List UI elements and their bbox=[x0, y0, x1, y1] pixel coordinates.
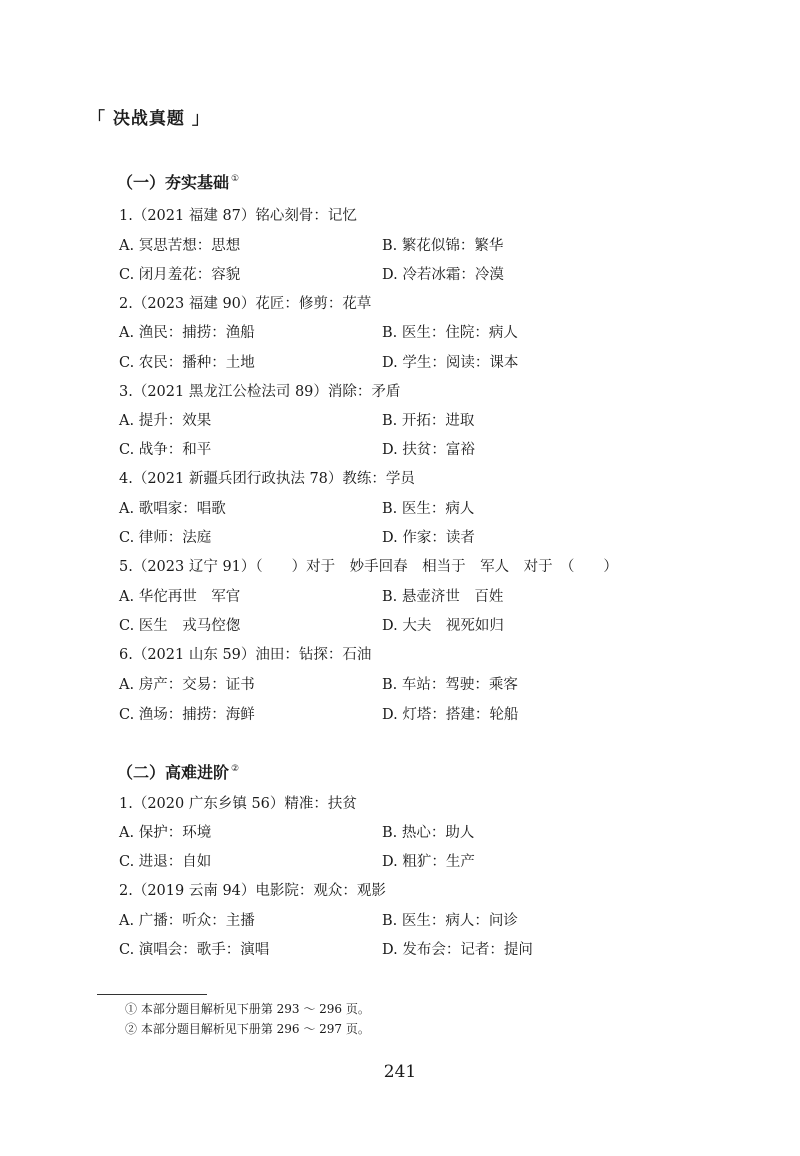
section-banner: 「 决战真题 」 bbox=[88, 109, 210, 129]
question-stem: 5.（2023 辽宁 91）（ ）对于 妙手回春 相当于 军人 对于 （ ） bbox=[119, 559, 618, 575]
option-d: D. 发布会：记者：提问 bbox=[382, 942, 533, 958]
question-stem: 2.（2019 云南 94）电影院：观众：观影 bbox=[119, 883, 386, 899]
question-stem: 3.（2021 黑龙江公检法司 89）消除：矛盾 bbox=[119, 384, 401, 400]
option-a: A. 歌唱家：唱歌 bbox=[119, 501, 226, 517]
question-stem: 6.（2021 山东 59）油田：钻探：石油 bbox=[119, 647, 372, 663]
question-stem: 1.（2020 广东乡镇 56）精准：扶贫 bbox=[119, 796, 357, 812]
section-title-text: （二）高难进阶 bbox=[117, 763, 230, 782]
option-c: C. 战争：和平 bbox=[119, 442, 212, 458]
footnote: ① 本部分题目解析见下册第 293 ～ 296 页。 bbox=[125, 1002, 370, 1016]
footnote-marker: ② bbox=[231, 764, 240, 774]
option-b: B. 悬壶济世 百姓 bbox=[382, 589, 504, 605]
option-a: A. 提升：效果 bbox=[119, 413, 212, 429]
option-c: C. 演唱会：歌手：演唱 bbox=[119, 942, 270, 958]
footnote-divider bbox=[97, 994, 207, 995]
option-c: C. 渔场：捕捞：海鲜 bbox=[119, 707, 255, 723]
option-b: B. 繁花似锦：繁华 bbox=[382, 238, 504, 254]
option-b: B. 车站：驾驶：乘客 bbox=[382, 677, 518, 693]
question-stem: 1.（2021 福建 87）铭心刻骨：记忆 bbox=[119, 208, 357, 224]
option-d: D. 作家：读者 bbox=[382, 530, 475, 546]
option-d: D. 粗犷：生产 bbox=[382, 854, 475, 870]
option-b: B. 医生：住院：病人 bbox=[382, 325, 518, 341]
question-stem: 4.（2021 新疆兵团行政执法 78）教练：学员 bbox=[119, 471, 415, 487]
option-c: C. 律师：法庭 bbox=[119, 530, 212, 546]
option-a: A. 广播：听众：主播 bbox=[119, 913, 255, 929]
option-d: D. 灯塔：搭建：轮船 bbox=[382, 707, 519, 723]
option-b: B. 医生：病人：问诊 bbox=[382, 913, 518, 929]
option-d: D. 扶贫：富裕 bbox=[382, 442, 475, 458]
page-number: 241 bbox=[383, 1062, 417, 1082]
option-c: C. 农民：播种：土地 bbox=[119, 355, 255, 371]
option-b: B. 热心：助人 bbox=[382, 825, 475, 841]
option-d: D. 冷若冰霜：冷漠 bbox=[382, 267, 504, 283]
option-b: B. 开拓：进取 bbox=[382, 413, 475, 429]
option-a: A. 渔民：捕捞：渔船 bbox=[119, 325, 255, 341]
section-title-basic bbox=[117, 170, 239, 193]
question-stem: 2.（2023 福建 90）花匠：修剪：花草 bbox=[119, 296, 372, 312]
option-c: C. 医生 戎马倥偬 bbox=[119, 618, 241, 634]
option-d: D. 学生：阅读：课本 bbox=[382, 355, 519, 371]
option-b: B. 医生：病人 bbox=[382, 501, 475, 517]
option-a: A. 房产：交易：证书 bbox=[119, 677, 255, 693]
footnote-marker: ① bbox=[231, 174, 240, 184]
option-c: C. 闭月羞花：容貌 bbox=[119, 267, 241, 283]
section-title-advanced bbox=[117, 760, 239, 783]
option-c: C. 进退：自如 bbox=[119, 854, 212, 870]
option-a: A. 保护：环境 bbox=[119, 825, 212, 841]
option-a: A. 冥思苦想：思想 bbox=[119, 238, 241, 254]
option-a: A. 华佗再世 军官 bbox=[119, 589, 241, 605]
footnote: ② 本部分题目解析见下册第 296 ～ 297 页。 bbox=[125, 1022, 370, 1036]
section-title-text: （一）夯实基础 bbox=[117, 173, 230, 192]
option-d: D. 大夫 视死如归 bbox=[382, 618, 504, 634]
